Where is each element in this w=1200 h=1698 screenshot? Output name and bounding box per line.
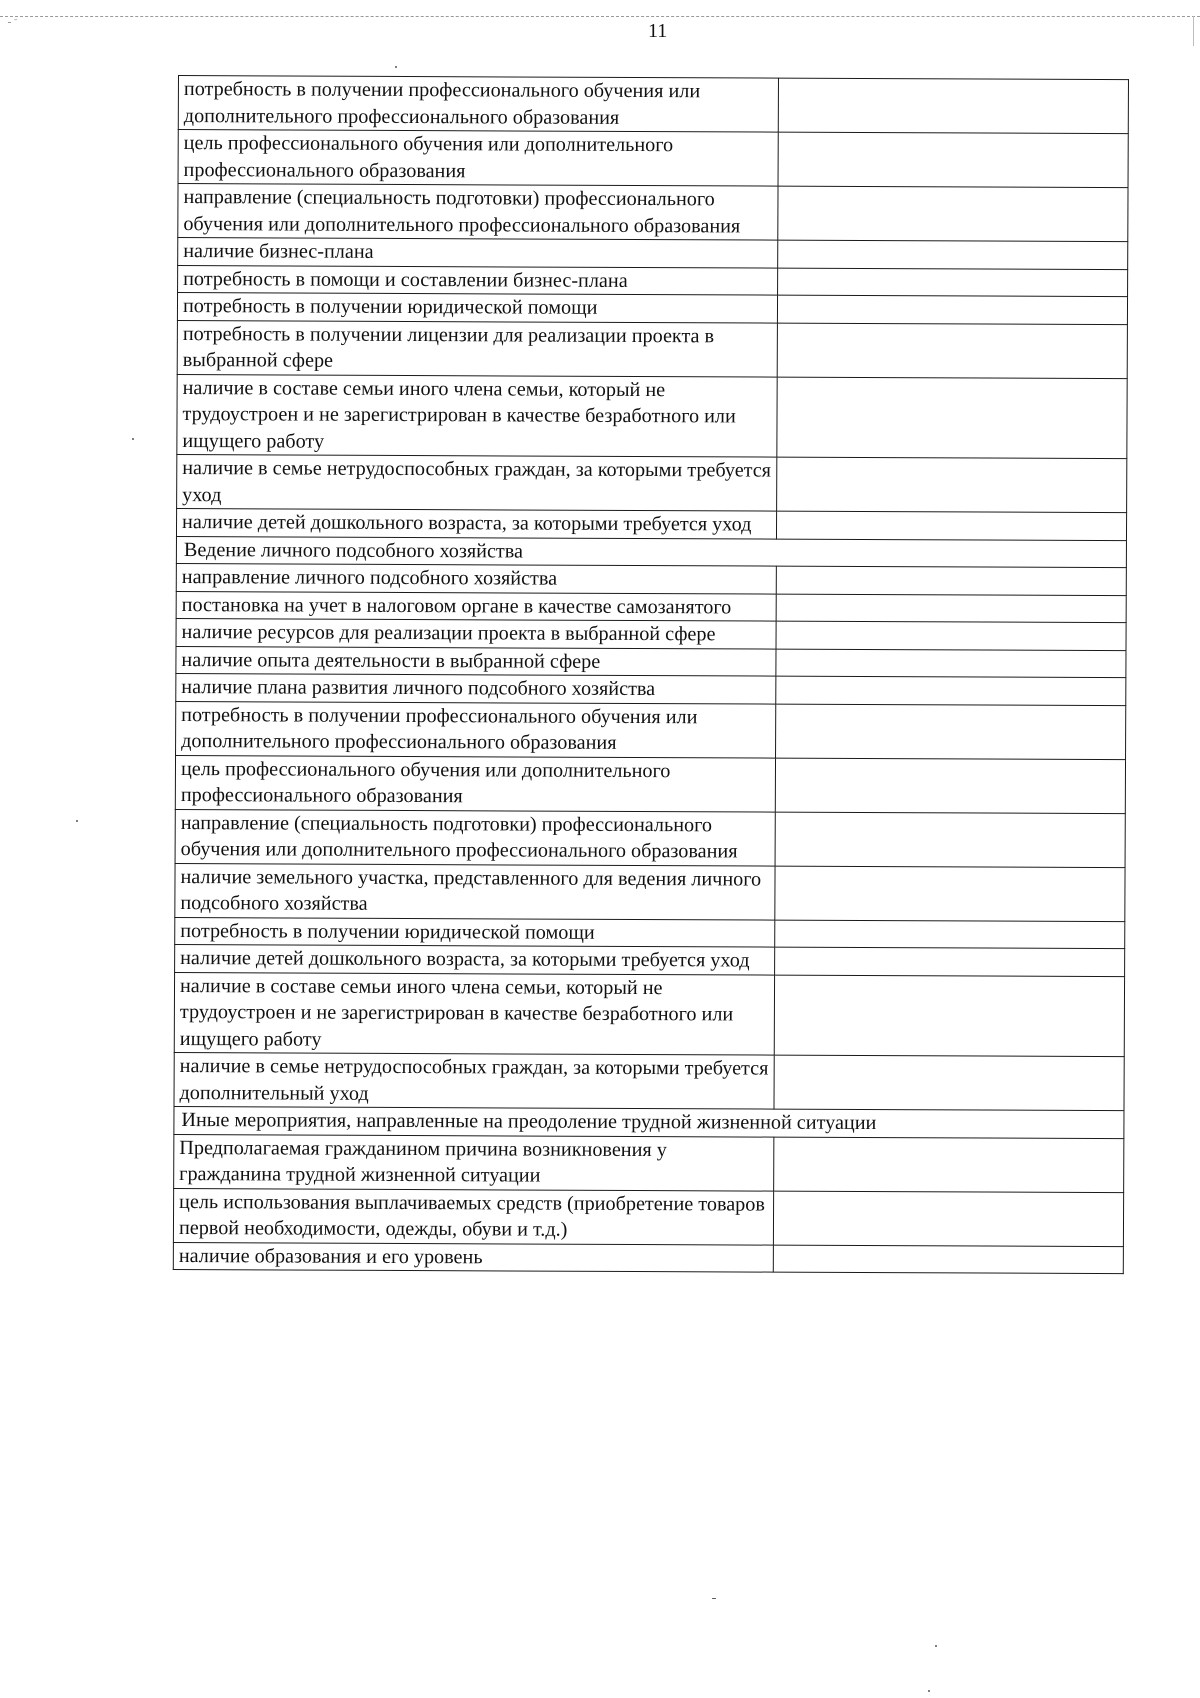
- table-row: [178, 265, 1128, 297]
- section-header-row: [174, 1106, 1124, 1138]
- field-label: цель профессионального обучения или дополнительного профессионального образования: [175, 755, 775, 812]
- field-value-cell[interactable]: [775, 920, 1125, 949]
- field-label: наличие опыта деятельности в выбранной сфере: [176, 646, 776, 676]
- scan-speck: [712, 1598, 716, 1599]
- field-label: направление (специальность подготовки) профессионального обучения или дополнительного профессионального образования: [175, 809, 775, 866]
- field-label: наличие земельного участка, представленного для ведения личного подсобного хозяйства: [175, 863, 775, 920]
- table-row: [176, 563, 1126, 595]
- field-value-cell[interactable]: [777, 295, 1127, 324]
- table-row: [177, 320, 1127, 378]
- field-value-cell[interactable]: [775, 812, 1125, 868]
- field-value-cell[interactable]: [775, 758, 1125, 814]
- field-label: потребность в получении профессионального обучения или дополнительного профессионального образования: [176, 701, 776, 758]
- table-row: [175, 944, 1125, 976]
- field-value-cell[interactable]: [778, 132, 1128, 188]
- field-value-cell[interactable]: [776, 704, 1126, 760]
- field-label: наличие бизнес-плана: [178, 238, 778, 268]
- questionnaire-table: [173, 75, 1129, 1274]
- field-value-cell[interactable]: [778, 268, 1128, 297]
- table-row: [174, 1134, 1124, 1192]
- table-row: [178, 238, 1128, 270]
- field-value-cell[interactable]: [773, 1245, 1123, 1274]
- table-row: [175, 917, 1125, 949]
- table-row: [173, 1188, 1123, 1246]
- field-label: потребность в получении юридической помощи: [175, 917, 775, 947]
- table-row: [177, 374, 1127, 459]
- field-value-cell[interactable]: [774, 975, 1124, 1057]
- questionnaire-table-body: [173, 76, 1128, 1274]
- scan-right-edge: [1193, 16, 1200, 46]
- field-value-cell[interactable]: [776, 511, 1126, 540]
- field-label: Предполагаемая гражданином причина возникновения у гражданина трудной жизненной ситуации: [174, 1134, 774, 1191]
- field-value-cell[interactable]: [775, 866, 1125, 922]
- field-label: направление (специальность подготовки) профессионального обучения или дополнительного профессионального образования: [178, 184, 778, 241]
- table-row: [176, 508, 1126, 540]
- section-header-row: [176, 536, 1126, 568]
- scan-corner-mark: ╴ˉ: [8, 18, 18, 29]
- scan-speck: [395, 66, 397, 68]
- field-value-cell[interactable]: [774, 1055, 1124, 1111]
- field-label: наличие детей дошкольного возраста, за которыми требуется уход: [175, 944, 775, 974]
- table-row: [178, 184, 1128, 242]
- field-value-cell[interactable]: [776, 676, 1126, 705]
- field-value-cell[interactable]: [773, 1191, 1123, 1247]
- field-label: цель профессионального обучения или дополнительного профессионального образования: [178, 130, 778, 187]
- field-value-cell[interactable]: [776, 566, 1126, 595]
- table-row: [177, 454, 1127, 512]
- field-label: наличие детей дошкольного возраста, за которыми требуется уход: [176, 508, 776, 538]
- field-label: наличие образования и его уровень: [173, 1242, 773, 1272]
- table-row: [176, 591, 1126, 623]
- field-value-cell[interactable]: [777, 457, 1127, 513]
- field-label: потребность в получении юридической помощи: [177, 293, 777, 323]
- table-row: [173, 1242, 1123, 1274]
- field-label: наличие в составе семьи иного члена семьи, который не трудоустроен и не зарегистрирован в качестве безработного или ищущего работу: [177, 374, 777, 457]
- table-row: [175, 755, 1125, 813]
- table-row: [174, 972, 1124, 1057]
- section-header: Иные мероприятия, направленные на преодоление трудной жизненной ситуации: [174, 1106, 1124, 1138]
- scan-speck: [76, 820, 78, 822]
- field-value-cell[interactable]: [775, 947, 1125, 976]
- field-value-cell[interactable]: [778, 186, 1128, 242]
- field-label: наличие в составе семьи иного члена семьи, который не трудоустроен и не зарегистрирован в качестве безработного или ищущего работу: [174, 972, 774, 1055]
- field-label: потребность в получении лицензии для реализации проекта в выбранной сфере: [177, 320, 777, 377]
- table-row: [177, 293, 1127, 325]
- field-value-cell[interactable]: [778, 78, 1128, 134]
- scan-speck: [132, 438, 134, 440]
- field-value-cell[interactable]: [777, 377, 1127, 459]
- table-row: [178, 130, 1128, 188]
- scan-speck: [928, 1690, 930, 1692]
- field-value-cell[interactable]: [776, 621, 1126, 650]
- field-label: цель использования выплачиваемых средств (приобретение товаров первой необходимости, одежды, обуви и т.д.): [173, 1188, 773, 1245]
- field-value-cell[interactable]: [776, 649, 1126, 678]
- field-label: наличие в семье нетрудоспособных граждан, за которыми требуется уход: [177, 454, 777, 511]
- table-row: [176, 618, 1126, 650]
- field-value-cell[interactable]: [778, 240, 1128, 269]
- page-number: 11: [648, 20, 668, 42]
- field-label: направление личного подсобного хозяйства: [176, 563, 776, 593]
- field-label: постановка на учет в налоговом органе в качестве самозанятого: [176, 591, 776, 621]
- table-row: [174, 1052, 1124, 1110]
- field-label: наличие в семье нетрудоспособных граждан, за которыми требуется дополнительный уход: [174, 1052, 774, 1109]
- field-value-cell[interactable]: [776, 594, 1126, 623]
- scan-top-edge: [0, 16, 1200, 17]
- field-value-cell[interactable]: [777, 323, 1127, 379]
- table-row: [178, 76, 1128, 134]
- table-row: [175, 809, 1125, 867]
- field-value-cell[interactable]: [774, 1137, 1124, 1193]
- section-header: Ведение личного подсобного хозяйства: [176, 536, 1126, 568]
- scan-speck: [935, 1645, 937, 1647]
- table-row: [175, 863, 1125, 921]
- field-label: потребность в получении профессионального обучения или дополнительного профессионального образования: [178, 76, 778, 133]
- table-row: [176, 646, 1126, 678]
- field-label: наличие плана развития личного подсобного хозяйства: [176, 673, 776, 703]
- field-label: наличие ресурсов для реализации проекта в выбранной сфере: [176, 618, 776, 648]
- table-row: [176, 701, 1126, 759]
- field-label: потребность в помощи и составлении бизнес-плана: [178, 265, 778, 295]
- table-row: [176, 673, 1126, 705]
